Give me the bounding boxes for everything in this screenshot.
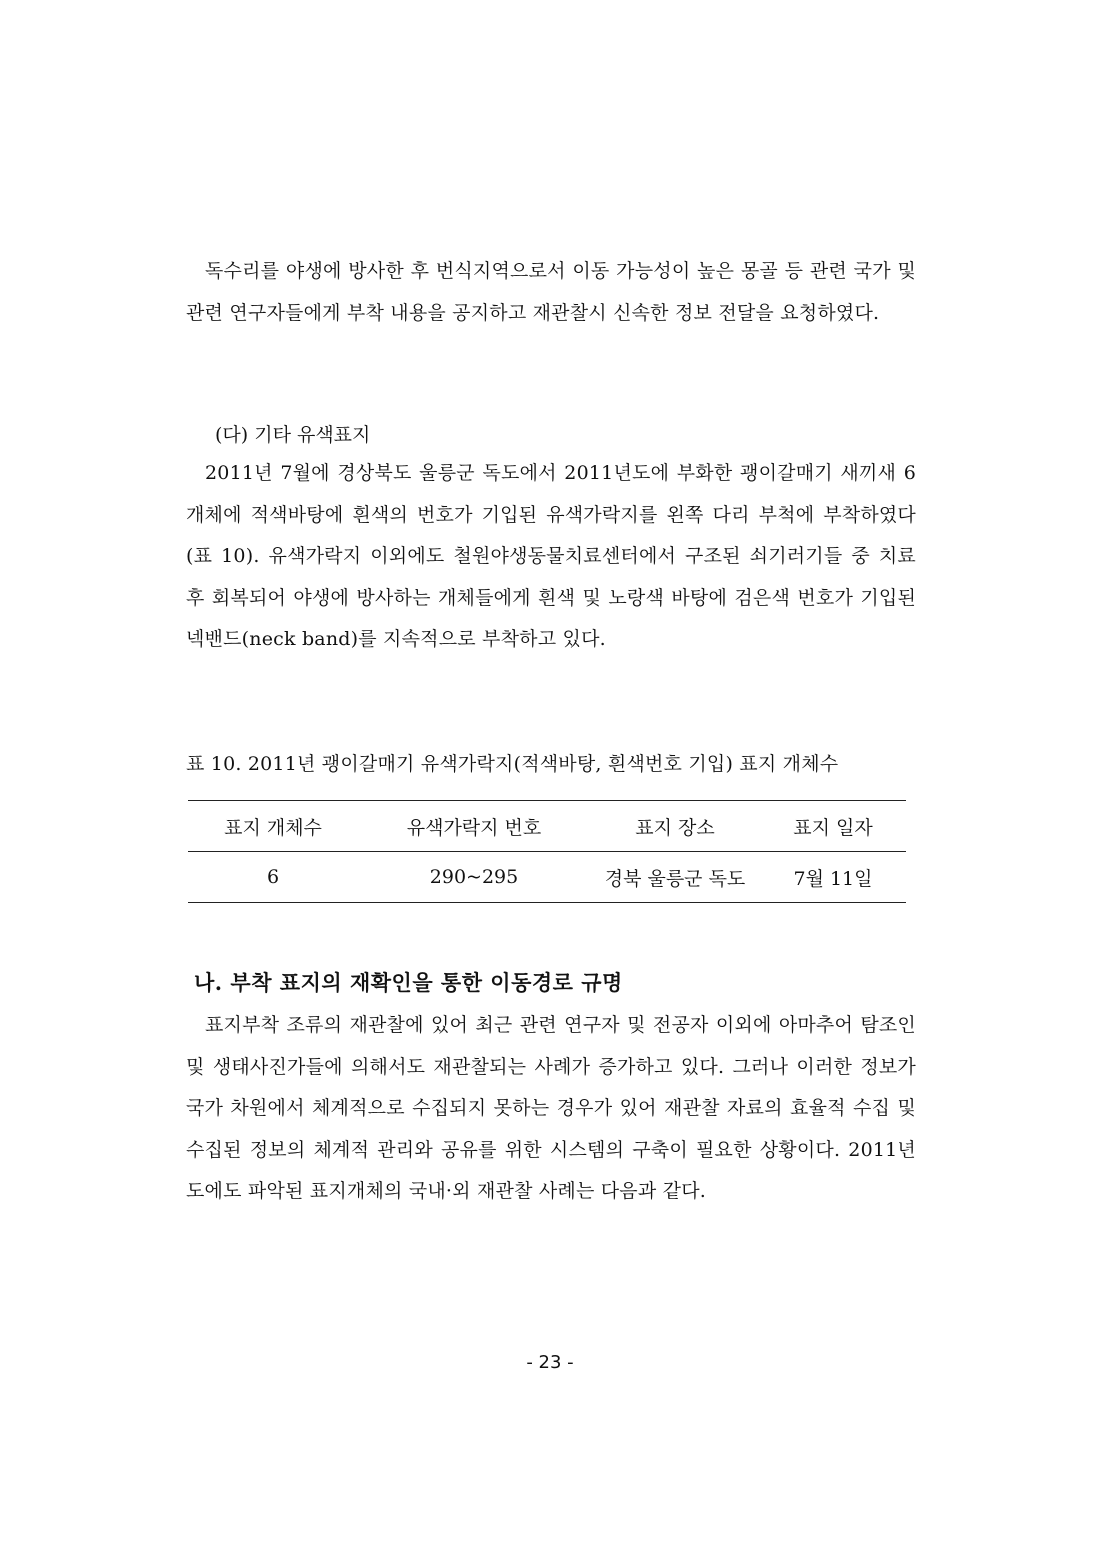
table-cell: 경북 울릉군 독도 bbox=[604, 867, 746, 890]
table-header-cell: 표지 개체수 bbox=[224, 816, 322, 839]
table-header-row bbox=[188, 801, 906, 852]
table-header-cell: 유색가락지 번호 bbox=[406, 816, 542, 839]
table-header-cell: 표지 일자 bbox=[793, 816, 873, 839]
body-paragraph-3: 표지부착 조류의 재관찰에 있어 최근 관련 연구자 및 전공자 이외에 아마추어 탐조인 및 생태사진가들에 의해서도 재관찰되는 사례가 증가하고 있다. 그러나 이러한 정보가 국가 차원에서 체계적으로 수집되지 못하는 경우가 있어 재관찰 자료의 효율적 수집 및 수집된 정보의 체계적 관리와 공유를 위한 시스템의 구축이 필요한 상황이다. 2011년도에도 파악된 표지개체의 국내·외 재관찰 사례는 다음과 같다. bbox=[186, 1014, 916, 1202]
table-caption: 표 10. 2011년 괭이갈매기 유색가락지(적색바탕, 흰색번호 기입) 표지 개체수 bbox=[186, 753, 839, 775]
table-cell: 290~295 bbox=[429, 866, 519, 888]
body-paragraph-2: 2011년 7월에 경상북도 울릉군 독도에서 2011년도에 부화한 괭이갈매기 새끼새 6개체에 적색바탕에 흰색의 번호가 기입된 유색가락지를 왼쪽 다리 부척에 부착하였다(표 10). 유색가락지 이외에도 철원야생동물치료센터에서 구조된 쇠기러기들 중 치료 후 회복되어 야생에 방사하는 개체들에게 흰색 및 노랑색 바탕에 검은색 번호가 기입된 넥밴드(neck band)를 지속적으로 부착하고 있다. bbox=[186, 462, 916, 650]
section-title: 나. 부착 표지의 재확인을 통한 이동경로 규명 bbox=[194, 970, 623, 995]
table-row bbox=[188, 852, 906, 903]
page-number: - 23 - bbox=[526, 1352, 574, 1373]
body-paragraph-1: 독수리를 야생에 방사한 후 번식지역으로서 이동 가능성이 높은 몽골 등 관련 국가 및 관련 연구자들에게 부착 내용을 공지하고 재관찰시 신속한 정보 전달을 요청하였다. bbox=[186, 260, 916, 324]
subheading-other-color-markers: (다) 기타 유색표지 bbox=[215, 424, 371, 446]
table-header-cell: 표지 장소 bbox=[635, 816, 715, 839]
table-cell: 7월 11일 bbox=[793, 867, 873, 890]
marking-count-table bbox=[188, 800, 906, 903]
table-cell: 6 bbox=[266, 866, 280, 888]
